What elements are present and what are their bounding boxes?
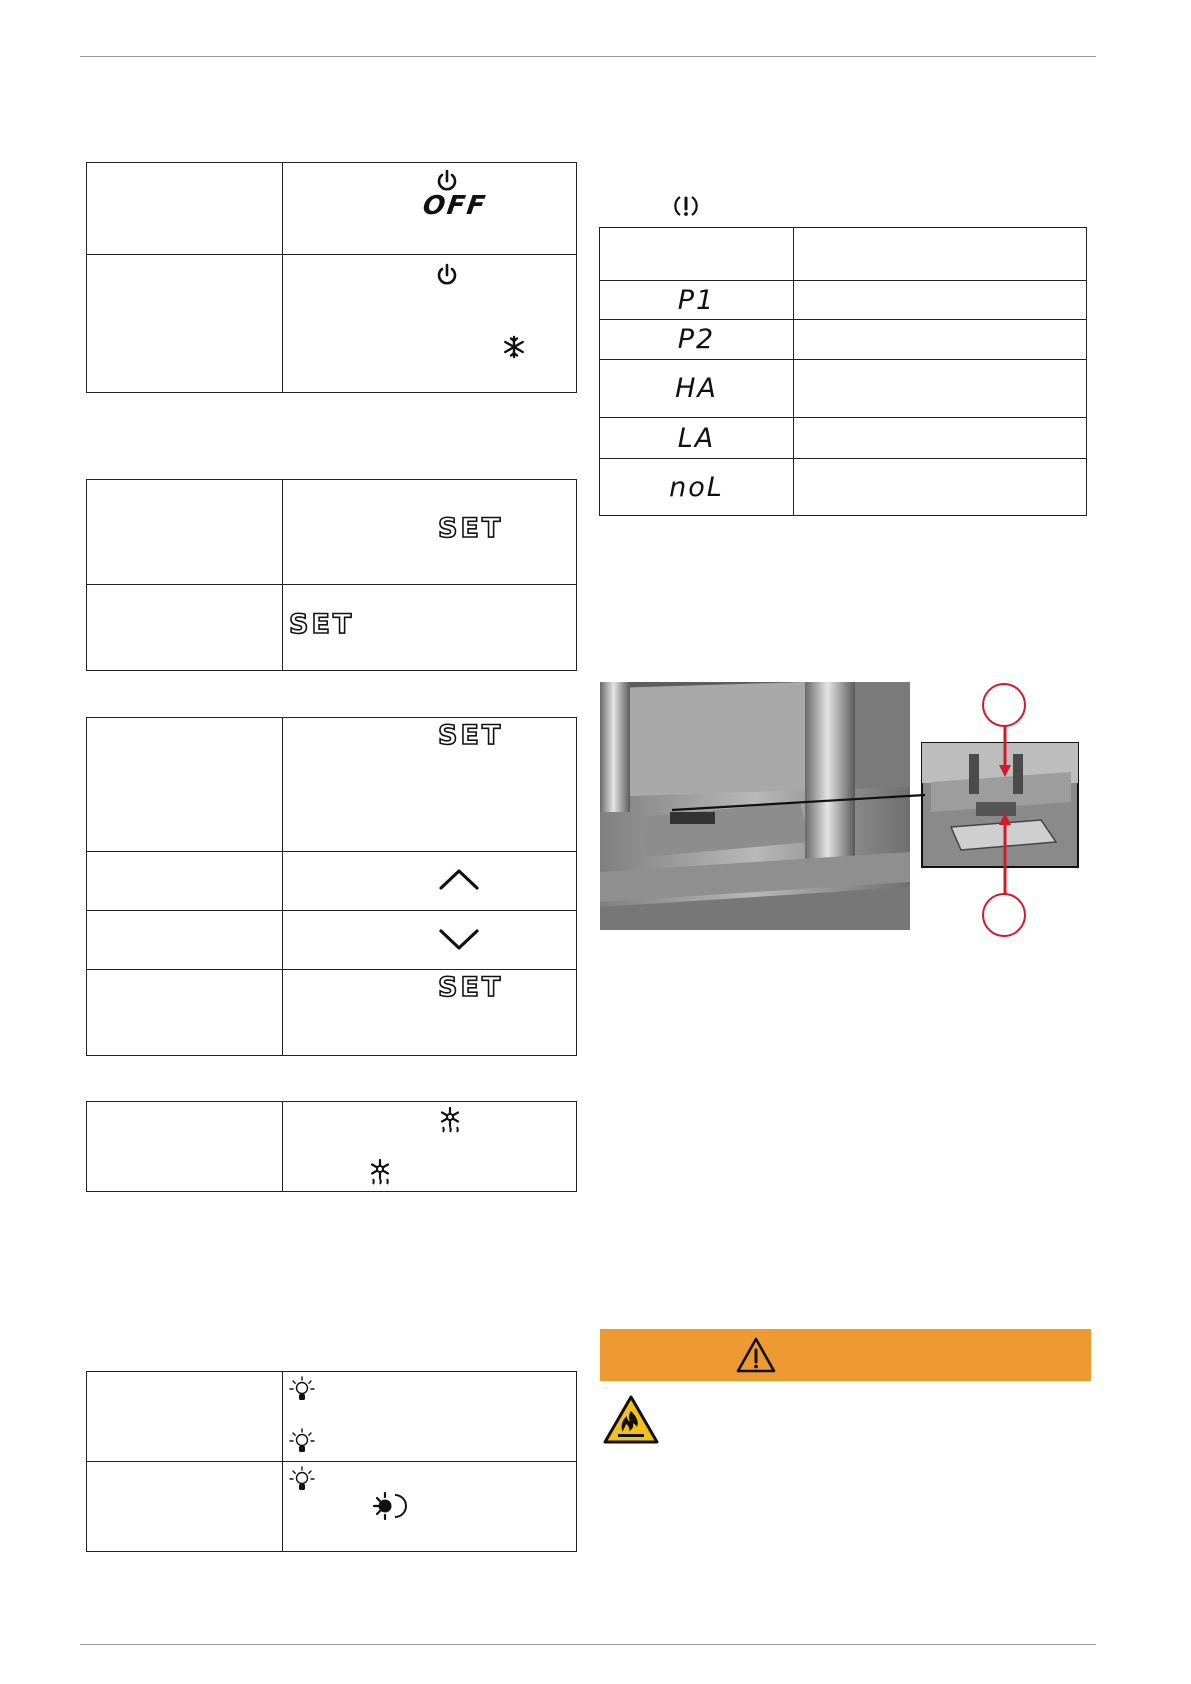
defrost-table-label: [87, 1102, 283, 1192]
light-table: [86, 1371, 577, 1552]
power-table-row-2-label: [87, 255, 283, 393]
power-icon: [435, 263, 459, 287]
callout-arrows: [995, 725, 1015, 895]
light-table-row-1-label: [87, 1372, 283, 1462]
light-table-row-1-desc: [283, 1372, 577, 1462]
temperature-table-row-3-desc: [283, 911, 577, 970]
set-button-icon: SET: [289, 609, 355, 640]
flammable-icon: [602, 1394, 660, 1446]
error-table-header-code: [600, 228, 794, 281]
day-night-icon: [373, 1492, 407, 1520]
error-code-table: [599, 227, 1087, 516]
light-bulb-icon: [289, 1428, 315, 1454]
chevron-down-icon: [438, 927, 480, 953]
error-desc-p2: [794, 320, 1087, 360]
set-table-row-2-label: [87, 585, 283, 671]
defrost-table-desc: [283, 1102, 577, 1192]
error-desc-p1: [794, 281, 1087, 320]
temperature-table-row-3-label: [87, 911, 283, 970]
defrost-icon: [437, 1106, 463, 1134]
error-code-p2: P2: [600, 320, 794, 360]
callout-1: [982, 683, 1026, 727]
off-display: OFF: [420, 191, 489, 221]
light-table-row-2-label: [87, 1462, 283, 1552]
error-code-ha: HA: [600, 360, 794, 418]
temperature-table-row-4-desc: [283, 970, 577, 1056]
warning-banner: [600, 1329, 1091, 1381]
temperature-table-row-2-desc: [283, 852, 577, 911]
set-table-row-1-desc: [283, 480, 577, 585]
alarm-icon: [672, 193, 700, 219]
error-desc-ha: [794, 360, 1087, 418]
power-icon: [435, 169, 459, 193]
warning-triangle-icon: [735, 1336, 777, 1374]
error-desc-nol: [794, 459, 1087, 516]
defrost-icon: [367, 1158, 393, 1186]
temperature-table-row-4-label: [87, 970, 283, 1056]
set-button-icon: SET: [438, 972, 504, 1003]
power-table-row-1-desc: [283, 163, 577, 255]
footer-rule: [80, 1644, 1096, 1645]
power-table-row-1-label: [87, 163, 283, 255]
light-bulb-icon: [289, 1376, 315, 1402]
temperature-table: [86, 717, 577, 1056]
set-button-icon: SET: [438, 720, 504, 751]
light-bulb-icon: [289, 1466, 315, 1492]
power-table: [86, 162, 577, 393]
callout-2: [982, 893, 1026, 937]
error-code-nol: noL: [600, 459, 794, 516]
chevron-up-icon: [438, 866, 480, 892]
light-table-row-2-desc: [283, 1462, 577, 1552]
temperature-table-row-1-desc: [283, 718, 577, 852]
set-table-row-2-desc: [283, 585, 577, 671]
set-table: [86, 479, 577, 671]
power-table-row-2-desc: [283, 255, 577, 393]
error-code-la: LA: [600, 418, 794, 459]
snowflake-icon: [502, 335, 526, 359]
temperature-table-row-1-label: [87, 718, 283, 852]
header-rule: [80, 56, 1096, 57]
detail-connector: [670, 780, 930, 820]
error-table-header-desc: [794, 228, 1087, 281]
set-table-row-1-label: [87, 480, 283, 585]
temperature-table-row-2-label: [87, 852, 283, 911]
set-button-icon: SET: [438, 513, 504, 544]
error-desc-la: [794, 418, 1087, 459]
defrost-table: [86, 1101, 577, 1192]
error-code-p1: P1: [600, 281, 794, 320]
